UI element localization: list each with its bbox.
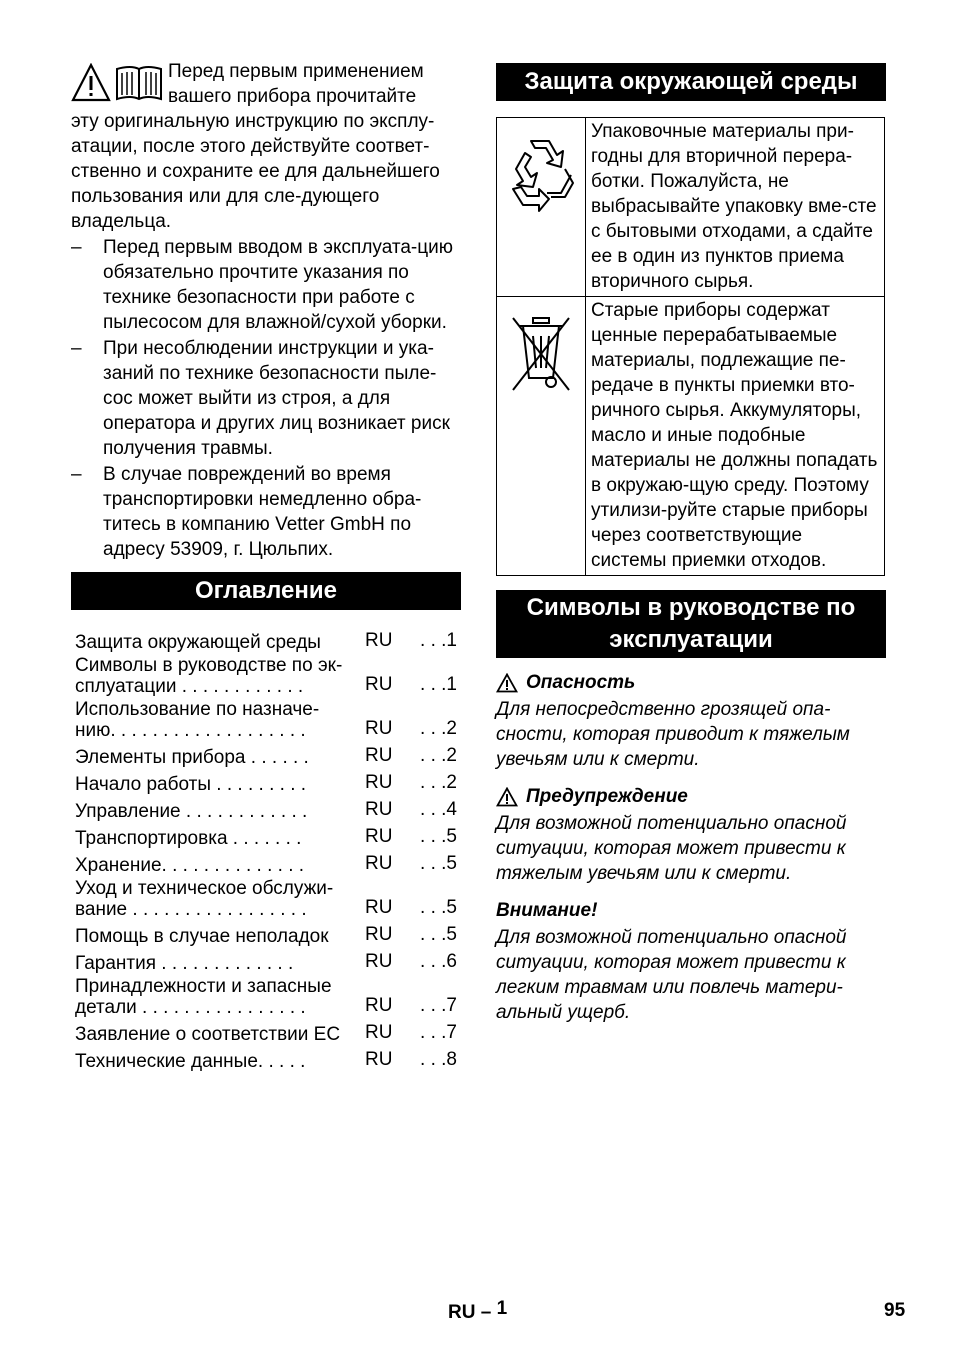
toc-entry[interactable]: Использование по назначе- нию. . . . . . . . . . . . . . . . . . . RU . . .2	[75, 699, 457, 741]
table-row	[497, 118, 885, 297]
icon-cell	[497, 118, 586, 297]
toc-entry[interactable]: Уход и техническое обслужи- вание . . . . . . . . . . . . . . . . . RU . . .5	[75, 878, 457, 920]
intro-paragraph: эту оригинальную инструкцию по эксплу-атации, после этого действуйте соответ-ственно и сохраните ее для дальнейшего пользования или для сле-дующего владельца.	[71, 111, 440, 232]
right-column	[496, 63, 886, 1025]
toc-heading: Оглавление	[71, 572, 461, 610]
list-item: – При несоблюдении инструкции и ука-заний по технике безопасности пыле-сос может выйти из строя, а для оператора и других лиц возникает риск получения травмы.	[71, 338, 450, 459]
symbols-heading: Символы в руководстве по эксплуатации	[496, 590, 886, 658]
recycle-text: Упаковочные материалы при-годны для вторичной перера-ботки. Пожалуйста, не выбрасывайте упаковку вме-сте с бытовыми отходами, а сдайте ее в один из пунктов приема вторичного сырья.	[586, 118, 885, 297]
crossed-bin-icon	[509, 314, 573, 394]
caution-text: Для возможной потенциально опасной ситуации, которая может привести к легким травмам или повлечь матери-альный ущерб.	[496, 927, 847, 1023]
dash-mark: –	[71, 464, 82, 485]
intro-second-line: вашего прибора прочитайте	[168, 86, 417, 107]
recycle-icon	[503, 133, 579, 213]
left-column	[71, 59, 461, 1074]
toc-entry[interactable]: Начало работы . . . . . . . . . RU . . .2	[75, 772, 457, 795]
list-item: – Перед первым вводом в эксплуата-цию обязательно прочтите указания по технике безопасности при работе с пылесосом для влажной/сухой уборки.	[71, 237, 453, 333]
icon-cell	[497, 297, 586, 576]
table-of-contents	[71, 628, 457, 1072]
toc-entry[interactable]: Хранение. . . . . . . . . . . . . . RU . . .5	[75, 853, 457, 876]
toc-entry[interactable]: Элементы прибора . . . . . . RU . . .2	[75, 745, 457, 768]
toc-entry[interactable]: Гарантия . . . . . . . . . . . . . RU . . .6	[75, 951, 457, 974]
dash-mark: –	[71, 338, 82, 359]
environment-heading: Защита окружающей среды	[496, 63, 886, 101]
old-devices-text: Старые приборы содержат ценные перерабатываемые материалы, подлежащие пе-редаче в пункты приемки вто-ричного сырья. Аккумуляторы, масло и иные подобные материалы не должны попадать в окружаю-щую среду. Поэтому утилизи-руйте старые приборы через соответствующие системы приемки отходов.	[586, 297, 885, 576]
intro-bullets	[71, 235, 461, 562]
table-row	[497, 297, 885, 576]
footer-page-number: 95	[884, 1300, 906, 1321]
toc-entry[interactable]: Заявление о соответствии ЕС RU . . .7	[75, 1022, 457, 1045]
toc-entry[interactable]: Символы в руководстве по эк- сплуатации . . . . . . . . . . . . RU . . .1	[75, 655, 457, 697]
warning-triangle-icon	[496, 673, 518, 693]
danger-text: Для непосредственно грозящей опа-сности, которая приводит к тяжелым увечьям или к смерти.	[496, 699, 850, 770]
toc-entry[interactable]: Транспортировка . . . . . . . RU . . .5	[75, 826, 457, 849]
intro-first-line: Перед первым применением	[168, 61, 424, 82]
caution-label: Внимание!	[496, 900, 598, 921]
dash-mark: –	[71, 237, 82, 258]
warning-text: Для возможной потенциально опасной ситуации, которая может привести к тяжелым увечьям или к смерти.	[496, 813, 847, 884]
footer-page-code: RU – $^1$	[448, 1298, 508, 1323]
warning-label: Предупреждение	[496, 784, 886, 809]
toc-entry[interactable]: Технические данные. . . . . RU . . .8	[75, 1049, 457, 1072]
toc-entry[interactable]: Помощь в случае неполадок RU . . .5	[75, 924, 457, 947]
warning-triangle-icon	[496, 787, 518, 807]
danger-label: Опасность	[496, 670, 886, 695]
toc-entry[interactable]: Управление . . . . . . . . . . . . RU . . .4	[75, 799, 457, 822]
intro-block	[71, 59, 461, 234]
warning-manual-icon	[71, 63, 163, 103]
environment-table	[496, 117, 885, 576]
list-item: – В случае повреждений во время транспортировки немедленно обра-титесь в компанию Vetter GmbH по адресу 53909, г. Цюльпих.	[71, 464, 422, 560]
toc-entry[interactable]: Защита окружающей среды RU . . .1	[75, 630, 457, 653]
toc-entry[interactable]: Принадлежности и запасные детали . . . . . . . . . . . . . . . . RU . . .7	[75, 976, 457, 1018]
